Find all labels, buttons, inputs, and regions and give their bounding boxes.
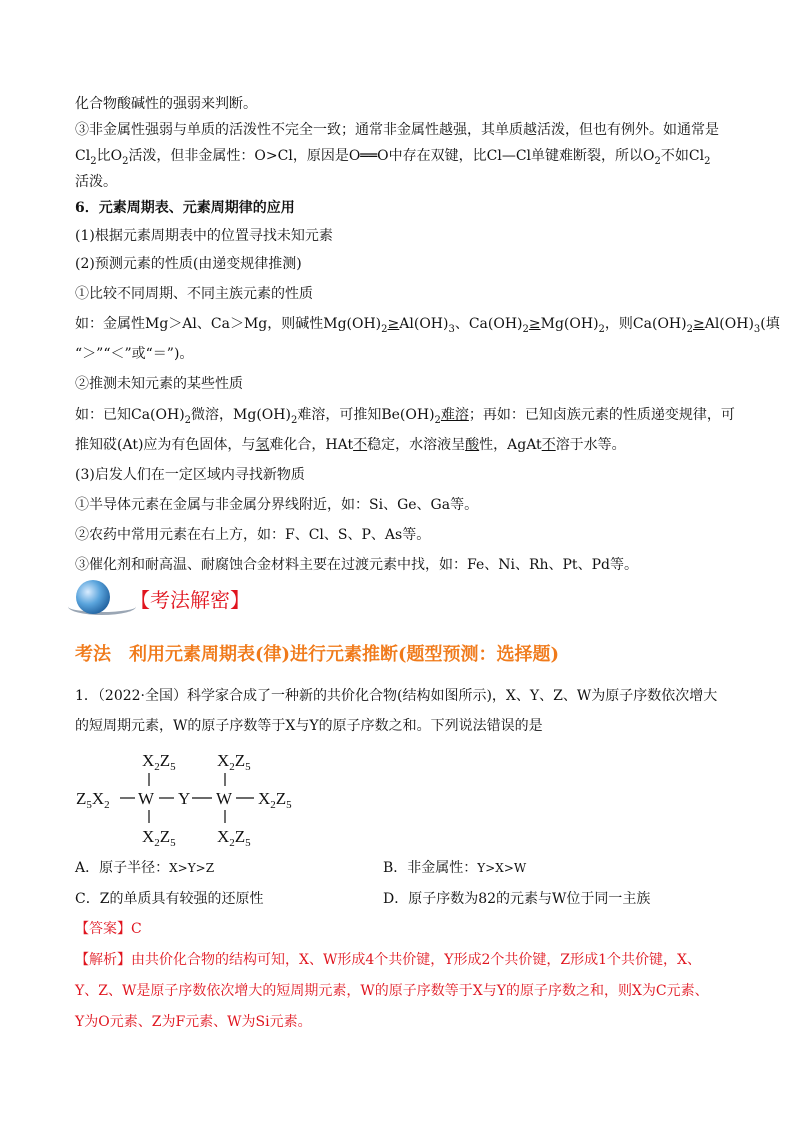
subscript: 3 xyxy=(448,323,455,335)
text-span: 难溶，可推知Be(OH) xyxy=(297,407,435,423)
analysis-line: Y为O元素、Z为F元素、W为Si元素。 xyxy=(75,1014,312,1030)
text-span: 稳定，水溶液呈 xyxy=(367,437,466,453)
structure-diagram xyxy=(72,748,332,848)
option-value: Y>X>W xyxy=(477,861,527,875)
globe-icon xyxy=(76,580,110,614)
text-span: 溶于水等。 xyxy=(555,437,626,453)
method-heading: 考法 利用元素周期表(律)进行元素推断(题型预测：选择题) xyxy=(75,644,560,665)
option-label: A．原子半径： xyxy=(75,860,170,876)
option-value: X>Y>Z xyxy=(169,861,215,875)
text-span: 如：金属性Mg＞Al、Ca＞Mg，则碱性Mg(OH) xyxy=(75,316,382,332)
text-span: 难化合，HAt xyxy=(269,437,354,453)
text-span: 推知砹(At)应为有色固体，与 xyxy=(75,437,256,453)
subscript: 2 xyxy=(290,414,298,426)
text-span: Al(OH) xyxy=(704,316,754,332)
group-left: $Z_5X_2$ xyxy=(76,789,110,811)
group-top-right: $X_2Z_5$ xyxy=(217,751,251,773)
text-span: 微溶，Mg(OH) xyxy=(191,407,291,423)
group-top-left: $X_2Z_5$ xyxy=(142,751,176,773)
answer-blank: ≥ xyxy=(692,316,705,332)
w-atom-right: W xyxy=(216,789,233,808)
answer-blank: ≥ xyxy=(387,316,400,332)
option-label: B．非金属性： xyxy=(383,860,478,876)
answer-blank: 不 xyxy=(353,437,368,453)
text-line: (3)启发人们在一定区域内寻找新物质 xyxy=(75,467,305,483)
subscript: 2 xyxy=(434,414,441,426)
text-line: “＞”“＜”或“＝”)。 xyxy=(75,346,194,362)
text-span: ；再如：已知卤族元素的性质递变规律，可 xyxy=(468,407,735,423)
banner-title: 【考法解密】 xyxy=(130,588,250,612)
text-span: 、Ca(OH) xyxy=(454,316,523,332)
analysis-line: Y、Z、W是原子序数依次增大的短周期元素，W的原子序数等于X与Y的原子序数之和，则X为C元素、 xyxy=(75,983,709,999)
text-line: ③非金属性强弱与单质的活泼性不完全一致；通常非金属性越强，其单质越活泼，但也有例外。如通常是 xyxy=(75,122,719,138)
text-span: 活泼，但非金属性：O>Cl，原因是O══O中存在双键，比Cl—Cl单键难断裂，所以O xyxy=(128,148,655,164)
subscript: 2 xyxy=(184,414,192,426)
question-line: 的短周期元素，W的原子序数等于X与Y的原子序数之和。下列说法错误的是 xyxy=(75,718,543,734)
group-right: $X_2Z_5$ xyxy=(258,789,292,811)
text-span: Mg(OH) xyxy=(540,316,599,332)
y-atom: Y xyxy=(178,789,191,808)
text-line: ②农药中常用元素在右上方，如：F、Cl、S、P、As等。 xyxy=(75,527,431,543)
subscript: 2 xyxy=(598,323,605,335)
text-span: 不如Cl xyxy=(660,148,705,164)
option-b xyxy=(383,858,526,878)
answer-blank: 酸 xyxy=(465,437,480,453)
group-bottom-left: $X_2Z_5$ xyxy=(142,827,176,848)
text-line: ③催化剂和耐高温、耐腐蚀合金材料主要在过渡元素中找，如：Fe、Ni、Rh、Pt、Pd等。 xyxy=(75,557,638,573)
text-line: ①比较不同周期、不同主族元素的性质 xyxy=(75,286,313,302)
text-line: ①半导体元素在金属与非金属分界线附近，如：Si、Ge、Ga等。 xyxy=(75,497,479,513)
subscript: 2 xyxy=(704,155,711,167)
subscript: 2 xyxy=(686,323,693,335)
option-d: D．原子序数为82的元素与W位于同一主族 xyxy=(383,891,651,907)
text-line xyxy=(75,146,735,166)
subscript: 3 xyxy=(753,323,761,335)
option-c: C．Z的单质具有较强的还原性 xyxy=(75,891,264,907)
w-atom-left: W xyxy=(138,789,155,808)
option-a xyxy=(75,858,214,878)
text-line: (2)预测元素的性质(由递变规律推测) xyxy=(75,256,302,272)
answer-blank: 氢 xyxy=(255,437,270,453)
subscript: 2 xyxy=(90,155,97,167)
answer-label: 【答案】C xyxy=(75,921,142,937)
text-line xyxy=(75,405,735,425)
section-banner xyxy=(68,576,368,620)
text-line: 化合物酸碱性的强弱来判断。 xyxy=(75,96,257,112)
answer-blank: ≥ xyxy=(528,316,541,332)
answer-blank: 难溶 xyxy=(440,407,469,423)
answer-blank: 不 xyxy=(541,437,556,453)
subscript: 2 xyxy=(522,323,529,335)
text-line: (1)根据元素周期表中的位置寻找未知元素 xyxy=(75,228,333,244)
text-line xyxy=(75,435,735,455)
group-bottom-right: $X_2Z_5$ xyxy=(217,827,251,848)
subscript: 2 xyxy=(381,323,388,335)
subscript: 2 xyxy=(122,155,129,167)
text-span: ，则Ca(OH) xyxy=(604,316,687,332)
section-heading: 6．元素周期表、元素周期律的应用 xyxy=(75,200,295,216)
text-line: ②推测未知元素的某些性质 xyxy=(75,376,243,392)
text-line xyxy=(75,314,780,335)
text-span: Cl xyxy=(75,148,91,164)
text-span: Al(OH) xyxy=(399,316,449,332)
text-span: 如：已知Ca(OH) xyxy=(75,407,185,423)
text-span: (填 xyxy=(760,316,780,332)
analysis-line: 【解析】由共价化合物的结构可知，X、W形成4个共价键，Y形成2个共价键，Z形成1个共价键，X、 xyxy=(75,952,702,968)
question-line: 1．（2022·全国）科学家合成了一种新的共价化合物(结构如图所示)，X、Y、Z、W为原子序数依次增大 xyxy=(75,688,718,704)
text-span: 比O xyxy=(96,148,123,164)
subscript: 2 xyxy=(654,155,661,167)
text-line: 活泼。 xyxy=(75,174,117,190)
text-span: 性，AgAt xyxy=(479,437,542,453)
